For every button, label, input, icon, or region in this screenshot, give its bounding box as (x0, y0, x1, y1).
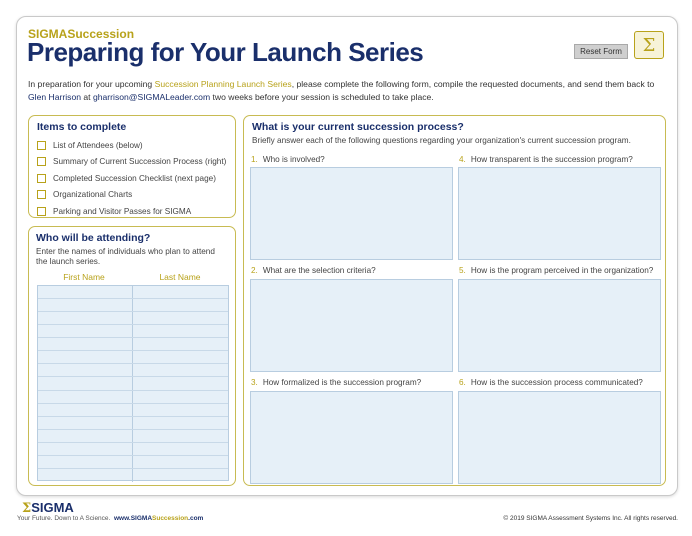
table-row (38, 338, 228, 351)
attendees-panel-title: Who will be attending? (36, 232, 151, 244)
attendees-description: Enter the names of individuals who plan to attend the launch series. (36, 247, 215, 266)
checklist-item[interactable]: Parking and Visitor Passes for SIGMA (37, 203, 227, 220)
answer-field-communication[interactable] (458, 391, 661, 484)
table-row (38, 325, 228, 338)
last-name-cell[interactable] (133, 325, 228, 337)
first-name-cell[interactable] (38, 286, 133, 298)
sigma-logo-icon: Σ (634, 31, 664, 59)
footer-website-link[interactable]: www.SIGMASuccession.com (113, 515, 204, 522)
checkbox[interactable] (37, 157, 46, 166)
reset-form-button[interactable]: Reset Form (574, 44, 628, 59)
table-row (38, 286, 228, 299)
table-row (38, 469, 228, 482)
checklist-item[interactable]: Completed Succession Checklist (next page) (37, 170, 227, 187)
attendee-name-table (37, 285, 229, 481)
process-description: Briefly answer each of the following questions regarding your organization's current succession program. (252, 136, 631, 145)
last-name-cell[interactable] (133, 338, 228, 350)
items-to-complete-panel (28, 115, 236, 218)
table-row (38, 456, 228, 469)
first-name-cell[interactable] (38, 312, 133, 324)
first-name-cell[interactable] (38, 351, 133, 363)
page-title: Preparing for Your Launch Series (27, 37, 424, 67)
first-name-cell[interactable] (38, 391, 133, 403)
first-name-cell[interactable] (38, 364, 133, 376)
question-label: 5. How is the program perceived in the organization? (459, 266, 654, 275)
last-name-cell[interactable] (133, 456, 228, 468)
first-name-cell[interactable] (38, 325, 133, 337)
last-name-cell[interactable] (133, 391, 228, 403)
answer-field-who-involved[interactable] (250, 167, 453, 260)
first-name-header: First Name (63, 272, 105, 282)
answer-field-perception[interactable] (458, 279, 661, 372)
checkbox[interactable] (37, 174, 46, 183)
last-name-cell[interactable] (133, 364, 228, 376)
question-label: 1. Who is involved? (251, 155, 325, 164)
checkbox[interactable] (37, 190, 46, 199)
answer-field-formalized[interactable] (250, 391, 453, 484)
checklist-item[interactable]: Summary of Current Succession Process (right) (37, 154, 227, 171)
question-label: 6. How is the succession process communicated? (459, 378, 643, 387)
table-row (38, 312, 228, 325)
table-row (38, 404, 228, 417)
checklist-item[interactable]: Organizational Charts (37, 187, 227, 204)
last-name-cell[interactable] (133, 351, 228, 363)
question-label: 2. What are the selection criteria? (251, 266, 376, 275)
checkbox[interactable] (37, 207, 46, 216)
last-name-cell[interactable] (133, 443, 228, 455)
copyright-text: © 2019 SIGMA Assessment Systems Inc. All rights reserved. (503, 515, 678, 522)
first-name-cell[interactable] (38, 456, 133, 468)
first-name-cell[interactable] (38, 443, 133, 455)
last-name-header: Last Name (159, 272, 201, 282)
table-row (38, 430, 228, 443)
table-row (38, 364, 228, 377)
first-name-cell[interactable] (38, 430, 133, 442)
table-row (38, 443, 228, 456)
table-row (38, 299, 228, 312)
question-label: 4. How transparent is the succession program? (459, 155, 633, 164)
first-name-cell[interactable] (38, 338, 133, 350)
sigma-icon: Σ (22, 501, 32, 516)
last-name-cell[interactable] (133, 404, 228, 416)
answer-field-transparency[interactable] (458, 167, 661, 260)
checkbox[interactable] (37, 141, 46, 150)
last-name-cell[interactable] (133, 417, 228, 429)
table-row (38, 391, 228, 404)
process-panel-title: What is your current succession process? (252, 121, 464, 133)
last-name-cell[interactable] (133, 377, 228, 389)
contact-name: Glen Harrison (28, 92, 82, 102)
first-name-cell[interactable] (38, 299, 133, 311)
checklist-item[interactable]: List of Attendees (below) (37, 137, 227, 154)
last-name-cell[interactable] (133, 469, 228, 482)
first-name-cell[interactable] (38, 404, 133, 416)
answer-field-selection-criteria[interactable] (250, 279, 453, 372)
last-name-cell[interactable] (133, 312, 228, 324)
intro-paragraph: In preparation for your upcoming Succession Planning Launch Series, please complete the following form, compile the requested documents, and send them back to Glen Harrison at gharrison@SIGMALeader.com two weeks before your session is scheduled to take place. (28, 79, 655, 102)
first-name-cell[interactable] (38, 417, 133, 429)
table-row (38, 377, 228, 390)
contact-email-link[interactable]: gharrison@SIGMALeader.com (92, 92, 211, 102)
attendees-panel (28, 226, 236, 486)
first-name-cell[interactable] (38, 377, 133, 389)
first-name-cell[interactable] (38, 469, 133, 482)
brand-wordmark: SIGMASuccession (28, 27, 135, 41)
items-panel-title: Items to complete (37, 121, 127, 133)
table-row (38, 417, 228, 430)
footer-sigma-logo: ΣSIGMA (22, 500, 74, 516)
last-name-cell[interactable] (133, 430, 228, 442)
last-name-cell[interactable] (133, 286, 228, 298)
table-row (38, 351, 228, 364)
question-label: 3. How formalized is the succession program? (251, 378, 422, 387)
footer-tagline: Your Future. Down to A Science. www.SIGMASuccession.com (17, 515, 204, 522)
last-name-cell[interactable] (133, 299, 228, 311)
